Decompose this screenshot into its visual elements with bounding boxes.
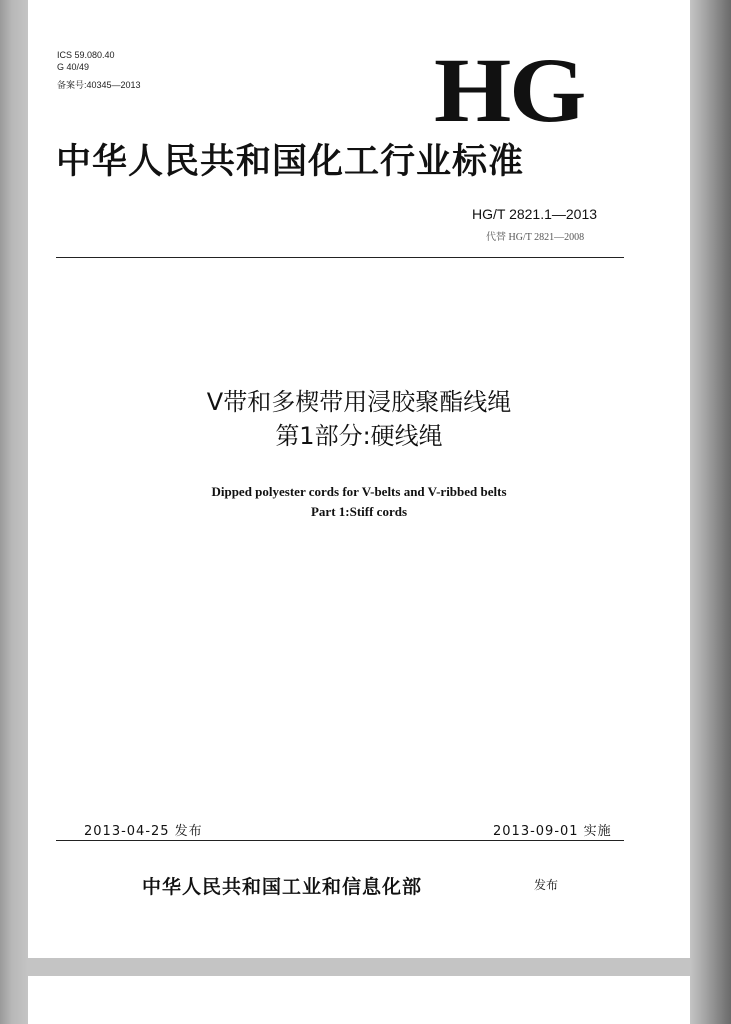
- organization-title: 中华人民共和国化工行业标准: [56, 142, 525, 182]
- title-cn-line2: 第1部分:硬线绳: [275, 422, 443, 450]
- ccs-code: G 40/49: [57, 62, 90, 72]
- next-document-page: [28, 976, 690, 1024]
- issuing-authority-suffix: 发布: [534, 878, 559, 892]
- implementation-date: 2013-09-01 实施: [493, 824, 612, 839]
- replaces-standard: 代替 HG/T 2821—2008: [486, 232, 585, 243]
- title-cn-line1: V带和多楔带用浸胶聚酯线绳: [206, 388, 512, 416]
- hg-logo: HG: [434, 39, 585, 141]
- standard-number: HG/T 2821.1—2013: [472, 206, 598, 222]
- footer-divider: [56, 840, 624, 841]
- title-en-line1: Dipped polyester cords for V-belts and V-ribbed belts: [211, 484, 507, 499]
- issuing-authority: 中华人民共和国工业和信息化部: [142, 876, 423, 898]
- ics-code: ICS 59.080.40: [57, 50, 115, 60]
- issue-date: 2013-04-25 发布: [84, 824, 203, 839]
- title-en-line2: Part 1:Stiff cords: [310, 504, 408, 519]
- header-divider: [56, 257, 624, 258]
- filing-number: 备案号:40345—2013: [57, 80, 141, 90]
